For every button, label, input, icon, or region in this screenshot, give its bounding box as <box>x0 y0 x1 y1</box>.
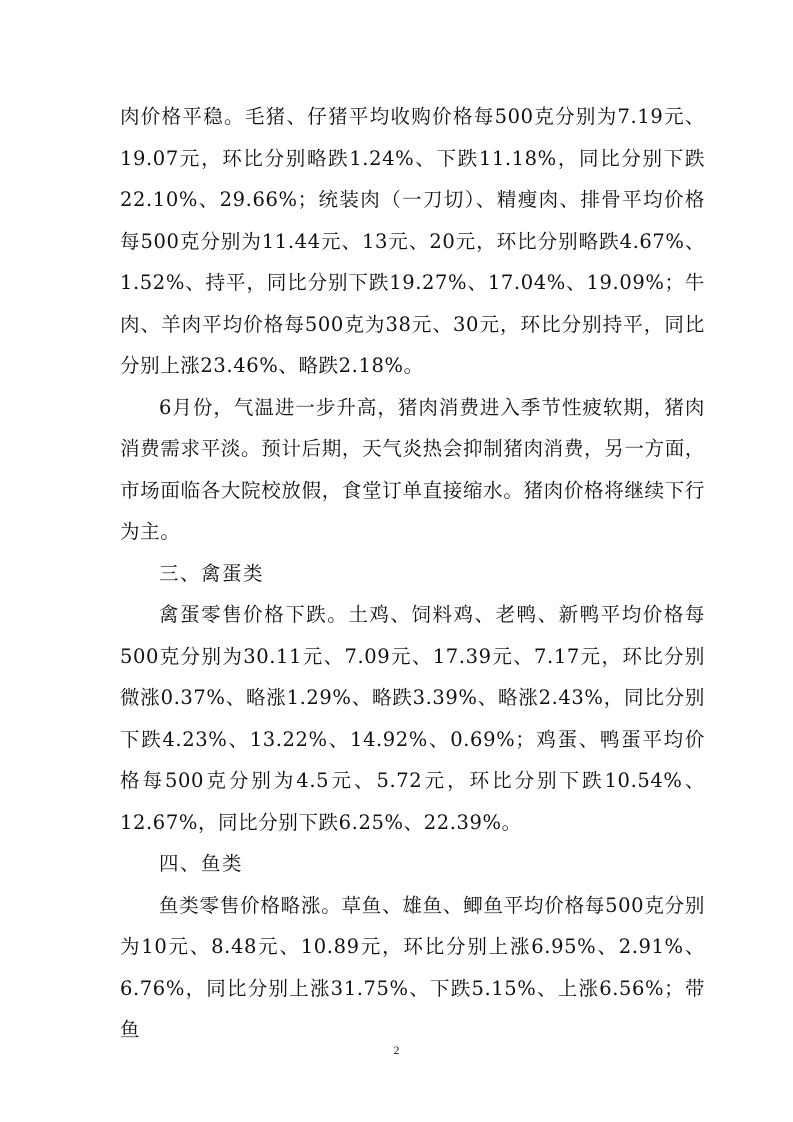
section-heading-poultry-eggs: 三、禽蛋类 <box>159 561 265 585</box>
section-heading-fish: 四、鱼类 <box>159 852 244 875</box>
paragraph-fish: 鱼类零售价格略涨。草鱼、雄鱼、鲫鱼平均价格每500克分别为10元、8.48元、10.89元，环比分别上涨6.95%、2.91%、6.76%，同比分别上涨31.75%、下跌5.15%、上涨6.56%；带鱼 <box>120 893 705 1041</box>
document-body <box>120 96 705 1051</box>
paragraph-pork-outlook: 6月份，气温进一步升高，猪肉消费进入季节性疲软期，猪肉消费需求平淡。预计后期，天气炎热会抑制猪肉消费，另一方面，市场面临各大院校放假，食堂订单直接缩水。猪肉价格将继续下行为主。 <box>120 395 705 543</box>
page-number: 2 <box>393 1043 400 1057</box>
paragraph-meat-prices: 肉价格平稳。毛猪、仔猪平均收购价格每500克分别为7.19元、19.07元，环比分别略跌1.24%、下跌11.18%，同比分别下跌22.10%、29.66%；统装肉（一刀切）、精瘦肉、排骨平均价格每500克分别为11.44元、13元、20元，环比分别略跌4.67%、1.52%、持平，同比分别下跌19.27%、17.04%、19.09%；牛肉、羊肉平均价格每500克为38元、30元，环比分别持平，同比分别上涨23.46%、略跌2.18%。 <box>120 105 705 377</box>
paragraph-poultry-eggs: 禽蛋零售价格下跌。土鸡、饲料鸡、老鸭、新鸭平均价格每500克分别为30.11元、7.09元、17.39元、7.17元，环比分别微涨0.37%、略涨1.29%、略跌3.39%、略涨2.43%，同比分别下跌4.23%、13.22%、14.92%、0.69%；鸡蛋、鸭蛋平均价格每500克分别为4.5元、5.72元，环比分别下跌10.54%、12.67%，同比分别下跌6.25%、22.39%。 <box>120 603 705 834</box>
